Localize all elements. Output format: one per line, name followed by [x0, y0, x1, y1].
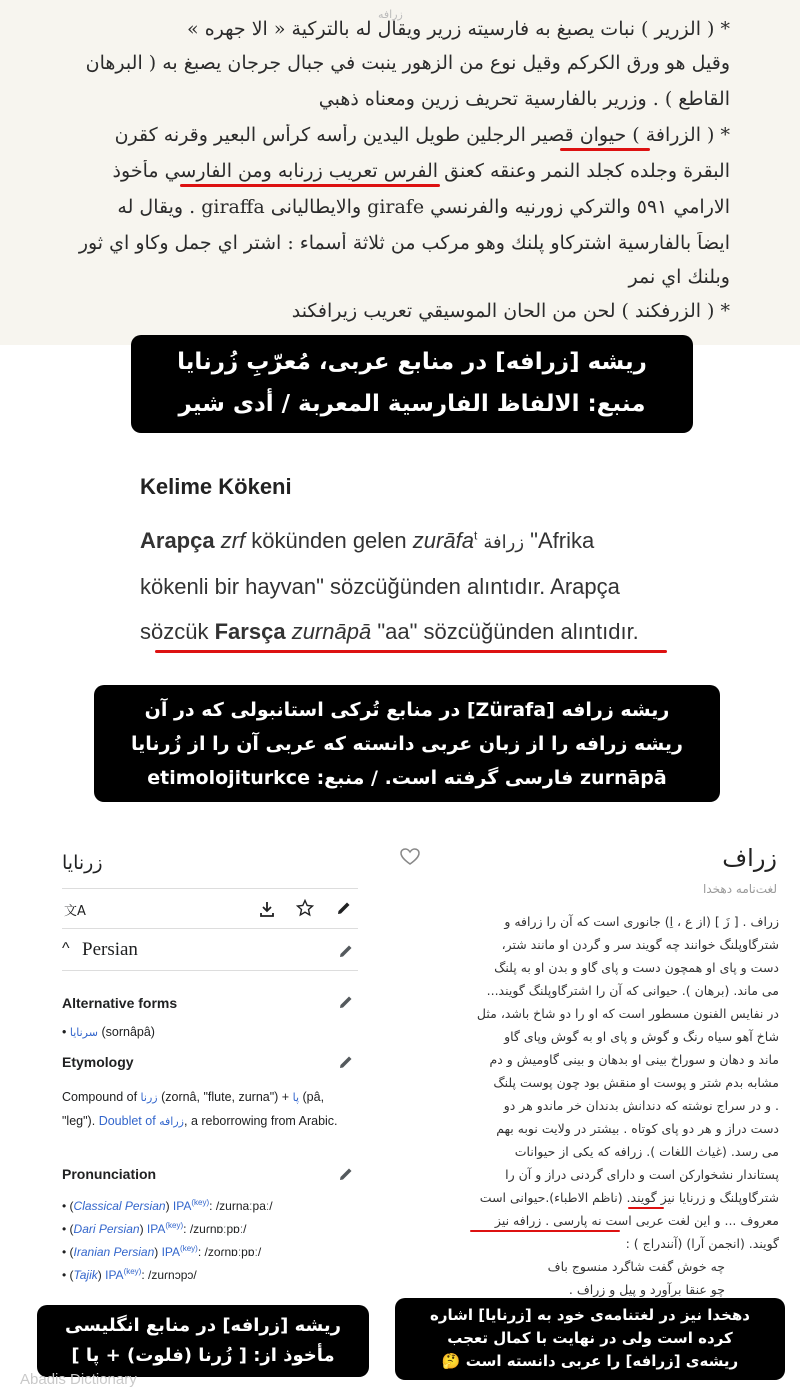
- caption-turkish-line-2: ریشه زرافه را از زبان عربی دانسته که عربی آن را از زُرنایا: [131, 733, 683, 755]
- underline-farsca: [155, 650, 667, 653]
- underline-tarib: [180, 184, 440, 187]
- dehkhoda-panel: [390, 838, 785, 1298]
- text-aa: "aa" sözcüğünden alıntıdır.: [377, 619, 639, 644]
- scan-header-tag: زرافه: [378, 8, 403, 21]
- caption-turkish-source: [94, 685, 720, 802]
- dict-line: معروف ... و این لغت عربی است نه پارسی . زرافه نیز: [494, 1213, 779, 1228]
- etymology-heading: Etymology: [62, 1054, 134, 1070]
- dict-line: چو عنقا برآورد و پیل و زراف .: [568, 1282, 725, 1297]
- text-afrika: "Afrika: [530, 528, 595, 553]
- turkish-line-3: [140, 619, 639, 645]
- word-arapca: Arapça: [140, 528, 215, 553]
- dict-line: شترگاوپلنگ خوانند چه گویند سر و گردن او مانند شتر،: [501, 937, 779, 952]
- caption-arabic-line-1: ریشه [زرافه] در منابع عربی، مُعرّبِ زُرنایا: [177, 349, 647, 375]
- pronunciation-item: • (Dari Persian) $IPA^{(key)}$: /zuɾnɒːpɒː/: [62, 1221, 247, 1236]
- pronunciation-item: • (Classical Persian) $IPA^{(key)}$: /zurnaːpaː/: [62, 1198, 273, 1213]
- edit-pencil-icon[interactable]: [338, 1166, 354, 1182]
- arabic-zarafa: زرافة: [483, 532, 525, 552]
- star-icon[interactable]: [296, 899, 314, 917]
- edit-pencil-icon[interactable]: [338, 1054, 354, 1070]
- dict-line: ماند و دهان و سوراخ بینی او بدهان و بینی گاومیش و دم: [489, 1052, 779, 1067]
- caption-english-line-1: ریشه [زرافه] در منابع انگلیسی: [65, 1315, 341, 1336]
- ety-text: "leg").: [62, 1114, 96, 1128]
- turkish-line-2: kökenli bir hayvan" sözcüğünden alıntıdır. Arapça: [140, 574, 620, 599]
- caption-dehkhoda-note: [395, 1298, 785, 1380]
- dict-line: . و در سراج نوشته که دندانش بدندان خر ماندو هر دو: [503, 1098, 779, 1113]
- scan-line-1: * ( الزرير ) نبات يصبغ به فارسيته زرير ويقال له بالتركية « الا جهره »: [187, 18, 730, 40]
- ipa-link[interactable]: IPA: [161, 1245, 181, 1259]
- ety-text: (pâ,: [302, 1090, 325, 1104]
- translate-icon[interactable]: 文A: [64, 904, 86, 919]
- ipa-link[interactable]: IPA: [146, 1222, 166, 1236]
- chevron-up-icon[interactable]: ^: [62, 940, 70, 957]
- alt-form-link[interactable]: سرنایا: [69, 1026, 98, 1039]
- turkish-section-title: Kelime Kökeni: [140, 474, 292, 499]
- variety-link[interactable]: Iranian Persian: [73, 1245, 155, 1259]
- dict-line: گویند. (انجمن آرا) (آنندراج ) :: [625, 1236, 779, 1251]
- zarafe-link[interactable]: زرافه: [159, 1115, 184, 1128]
- wiktionary-panel: [38, 838, 373, 1298]
- pa-link[interactable]: پا: [292, 1091, 300, 1104]
- etymology-line-1: [62, 1090, 324, 1104]
- pronunciation-item: • (Iranian Persian) $IPA^{(key)}$: /zoɾnɒːpɒː/: [62, 1244, 262, 1259]
- title-divider: [62, 888, 358, 889]
- dict-line: در نفایس الفنون مسطور است که او را دو شاخ باشد، مثل: [476, 1006, 779, 1021]
- key-link[interactable]: (key): [165, 1221, 184, 1230]
- dict-line: مشابه بدم شتر و پوست او منقش بود چون پوست پلنگ: [493, 1075, 779, 1090]
- scan-line-7: ايضاً بالفارسية اشتركاو پلنك وهو مركب من ثلاثة أسماء : اشتر اي جمل وكاو اي ثور: [78, 232, 730, 254]
- language-divider: [62, 970, 358, 971]
- key-link[interactable]: (key): [123, 1267, 142, 1276]
- heart-icon[interactable]: [400, 848, 420, 866]
- dict-line: چه خوش گفت شاگرد منسوج باف: [547, 1259, 725, 1274]
- alternative-forms-heading: Alternative forms: [62, 995, 178, 1011]
- dict-line: می رسد. (غیاث اللغات ). زرافه که یکی از حیوانات: [514, 1144, 779, 1159]
- alternative-form-item: • سرنایا (sornâpâ): [62, 1025, 155, 1039]
- caption-dehkhoda-line-2: کرده است ولی در نهایت با کمال تعجب: [447, 1329, 733, 1347]
- scan-line-5: البقرة وجلده كجلد النمر وعنقه كعنق الفرس تعريب زرنابه ومن الفارسي مأخوذ: [112, 160, 730, 182]
- dict-line: دست و پای او همچون دست و پای گاو و بدن او به پلنگ: [494, 960, 779, 975]
- edit-pencil-icon[interactable]: [338, 943, 354, 959]
- caption-english-line-2: مأخوذ از: [ زُرنا (فلوت) + پا ]: [71, 1345, 335, 1366]
- word-sozcuk: sözcük: [140, 619, 209, 644]
- dict-line: زراف . [ زَ ] (از ع ، اِ) جانوری است که آن را زرافه و: [504, 914, 779, 929]
- dict-line: شاخ آهو سیاه رنگ و گوش و پای او به گوش وپای گاو: [504, 1029, 779, 1044]
- doublet-link[interactable]: Doublet of: [98, 1114, 156, 1128]
- ipa-value: /zuɾnɔpɔ/: [148, 1268, 197, 1282]
- ipa-value: /zurnaːpaː/: [215, 1199, 273, 1213]
- word-zurafa: zurāfa: [412, 528, 474, 553]
- variety-link[interactable]: Classical Persian: [73, 1199, 166, 1213]
- edit-pencil-icon[interactable]: [336, 900, 352, 916]
- pronunciation-item: • (Tajik) $IPA^{(key)}$: /zuɾnɔpɔ/: [62, 1267, 197, 1282]
- thinking-face-icon: 🤔: [441, 1352, 461, 1370]
- ety-text: Compound of: [62, 1090, 138, 1104]
- ipa-link[interactable]: IPA: [105, 1268, 124, 1282]
- variety-link[interactable]: Dari Persian: [73, 1222, 140, 1236]
- scan-line-6: الارامي ٥٩١ والتركي زورنيه والفرنسي girafe والايطاليانى giraffa . ويقال له: [117, 196, 730, 218]
- ipa-value: /zoɾnɒːpɒː/: [204, 1245, 262, 1259]
- alt-form-translit: (sornâpâ): [101, 1025, 155, 1039]
- scan-line-4: * ( الزرافة ) حيوان قصير الرجلين طويل اليدين رأسه كرأس البعير وقرنه كقرن: [114, 124, 730, 146]
- variety-link[interactable]: Tajik: [73, 1268, 98, 1282]
- ipa-value: /zuɾnɒːpɒː/: [189, 1222, 247, 1236]
- edit-pencil-icon[interactable]: [338, 994, 354, 1010]
- scan-line-3: القاطع ) . وزرير بالفارسية تحريف زرين ومعناه ذهبي: [318, 88, 730, 110]
- key-link[interactable]: (key): [180, 1244, 198, 1253]
- sup-t: t: [473, 528, 478, 543]
- scan-line-9: * ( الزرفكند ) لحن من الحان الموسيقي تعريب زيرافكند: [291, 300, 730, 322]
- dict-line: دست دراز و هر دو پای کوتاه . بیشتر در ولایت نوبه بهم: [496, 1121, 779, 1136]
- ipa-link[interactable]: IPA: [172, 1199, 192, 1213]
- scan-line-8: وبلنك اي نمر: [628, 266, 730, 288]
- underline-zarafa: [560, 148, 650, 151]
- caption-arabic-source: [131, 335, 693, 433]
- caption-dehkhoda-line-3: [409, 1350, 771, 1373]
- pronunciation-heading: Pronunciation: [62, 1166, 157, 1182]
- underline-arabic-word: [470, 1230, 620, 1232]
- turkish-line-1: [140, 528, 594, 554]
- scan-line-2: وقيل هو ورق الكركم وقيل نوع من الزهور ينبت في جبال جرجان يصبغ به ( البرهان: [85, 52, 730, 74]
- dictionary-source: لغت‌نامه دهخدا: [703, 882, 777, 896]
- etymology-line-2: [62, 1114, 338, 1128]
- caption-turkish-line-3: zurnāpā فارسی گرفته است. / منبع: etimolojiturkce: [147, 767, 667, 789]
- ety-text: , a reborrowing from Arabic.: [184, 1114, 338, 1128]
- word-farsca: Farsça: [214, 619, 286, 644]
- download-icon[interactable]: [258, 900, 276, 918]
- toolbar-divider: [62, 928, 358, 929]
- caption-turkish-line-1: ریشه زرافه [Zürafa] در منابع تُرکی استانبولی که در آن: [144, 699, 670, 721]
- zorna-link[interactable]: زرنا: [140, 1091, 158, 1104]
- root-zrf: zrf: [220, 528, 246, 553]
- caption-dehkhoda-line-3-text: ریشه‌ی [زرافه] را عربی دانسته است: [465, 1352, 739, 1370]
- dict-line: شترگاوپلنگ و زرنایا نیز گویند. (ناظم الاطباء).حیوانی است: [479, 1190, 779, 1205]
- scanned-book-page: [0, 0, 800, 345]
- word-zurnapa: zurnāpā: [291, 619, 372, 644]
- caption-dehkhoda-line-1: دهخدا نیز در لغتنامه‌ی خود به [زرنایا] اشاره: [430, 1306, 750, 1324]
- ety-text: (zornâ, "flute, zurna") +: [161, 1090, 290, 1104]
- dict-line: می ماند. (برهان ). حیوانی که آن را اشترگاوپلنگ گویند...: [486, 983, 779, 998]
- wiktionary-title: زرنایا: [62, 852, 103, 874]
- underline-zarnaya: [628, 1207, 664, 1209]
- dictionary-word: زراف: [722, 844, 777, 872]
- caption-arabic-line-2: منبع: الالفاظ الفارسیة المعربة / أدی شیر: [178, 391, 646, 417]
- watermark: Abadis Dictionary: [20, 1371, 137, 1388]
- language-heading[interactable]: Persian: [82, 939, 138, 960]
- key-link[interactable]: (key): [191, 1198, 210, 1207]
- dict-line: پستاندار نشخوارکن است و دارای گردنی دراز و آن را: [505, 1167, 779, 1182]
- text-kokunden: kökünden gelen: [251, 528, 407, 553]
- caption-english-source: [37, 1305, 369, 1377]
